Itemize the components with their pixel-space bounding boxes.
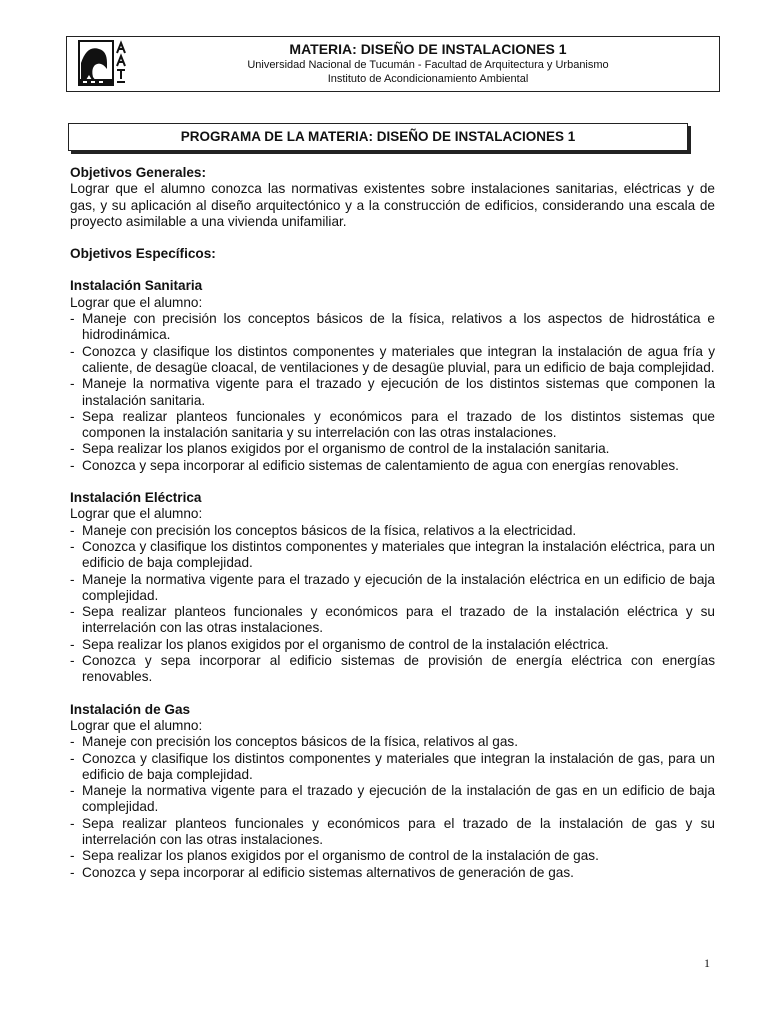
list-item: - Sepa realizar los planos exigidos por el organismo de control de la instalación sanitaria. bbox=[70, 441, 715, 457]
section-heading-electrica: Instalación Eléctrica bbox=[70, 490, 202, 506]
subject-title: MATERIA: DISEÑO DE INSTALACIONES 1 bbox=[289, 41, 567, 57]
list-item: - Conozca y clasifique los distintos componentes y materiales que integran la instalación eléctrica, para un edificio de baja complejidad. bbox=[70, 539, 715, 572]
list-item: - Sepa realizar los planos exigidos por el organismo de control de la instalación de gas. bbox=[70, 848, 715, 864]
section-intro: Lograr que el alumno: bbox=[70, 294, 203, 310]
list-item: - Conozca y clasifique los distintos componentes y materiales que integran la instalación de agua fría y caliente, de desagüe cloacal, de ventilaciones y de desagüe pluvial, para un edificio de baja complejidad. bbox=[70, 344, 715, 377]
document-header bbox=[66, 36, 720, 92]
general-objectives-heading: Objetivos Generales: bbox=[70, 165, 206, 180]
list-item: - Conozca y sepa incorporar al edificio sistemas de calentamiento de agua con energías renovables. bbox=[70, 458, 715, 474]
list-item: - Maneje con precisión los conceptos básicos de la física, relativos a los aspectos de hidrostática e hidrodinámica. bbox=[70, 311, 715, 344]
document-body bbox=[70, 165, 715, 881]
list-item: - Conozca y sepa incorporar al edificio sistemas de provisión de energía eléctrica con energías renovables. bbox=[70, 653, 715, 686]
list-item: - Maneje la normativa vigente para el trazado y ejecución de los distintos sistemas que componen la instalación sanitaria. bbox=[70, 376, 715, 409]
gas-list bbox=[70, 734, 715, 881]
list-item: - Conozca y clasifique los distintos componentes y materiales que integran la instalación de gas, para un edificio de baja complejidad. bbox=[70, 751, 715, 784]
list-item: - Maneje con precisión los conceptos básicos de la física, relativos al gas. bbox=[70, 734, 715, 750]
university-line: Universidad Nacional de Tucumán - Facultad de Arquitectura y Urbanismo bbox=[247, 59, 609, 71]
sanitaria-list bbox=[70, 311, 715, 474]
list-item: - Maneje la normativa vigente para el trazado y ejecución de la instalación eléctrica en un edificio de baja complejidad. bbox=[70, 572, 715, 605]
list-item: - Sepa realizar planteos funcionales y económicos para el trazado de la instalación eléctrica y su interrelación con las otras instalaciones. bbox=[70, 604, 715, 637]
section-intro: Lograr que el alumno: bbox=[70, 506, 203, 522]
general-objectives-text: Lograr que el alumno conozca las normativas existentes sobre instalaciones sanitarias, eléctricas y de gas, y su aplicación al diseño arquitectónico y a la construcción de edificios, considerando una escala de proyecto asimilable a una vivienda unifamiliar. bbox=[70, 181, 715, 229]
list-item: - Sepa realizar los planos exigidos por el organismo de control de la instalación eléctrica. bbox=[70, 637, 715, 653]
section-heading-sanitaria: Instalación Sanitaria bbox=[70, 278, 203, 294]
section-heading-gas: Instalación de Gas bbox=[70, 701, 191, 717]
specific-objectives-heading: Objetivos Específicos: bbox=[70, 246, 216, 262]
page-number: 1 bbox=[704, 956, 710, 970]
list-item: - Sepa realizar planteos funcionales y económicos para el trazado de los distintos sistemas que componen la instalación sanitaria y su interrelación con las otras instalaciones. bbox=[70, 409, 715, 442]
electrica-list bbox=[70, 523, 715, 686]
institute-line: Instituto de Acondicionamiento Ambiental bbox=[327, 73, 529, 85]
list-item: - Maneje la normativa vigente para el trazado y ejecución de la instalación de gas en un edificio de baja complejidad. bbox=[70, 783, 715, 816]
institute-logo-icon bbox=[77, 39, 129, 89]
program-title-box: PROGRAMA DE LA MATERIA: DISEÑO DE INSTALACIONES 1 bbox=[68, 123, 688, 151]
list-item: - Maneje con precisión los conceptos básicos de la física, relativos a la electricidad. bbox=[70, 523, 715, 539]
section-intro: Lograr que el alumno: bbox=[70, 717, 203, 733]
list-item: - Conozca y sepa incorporar al edificio sistemas alternativos de generación de gas. bbox=[70, 865, 715, 881]
list-item: - Sepa realizar planteos funcionales y económicos para el trazado de la instalación de gas y su interrelación con las otras instalaciones. bbox=[70, 816, 715, 849]
